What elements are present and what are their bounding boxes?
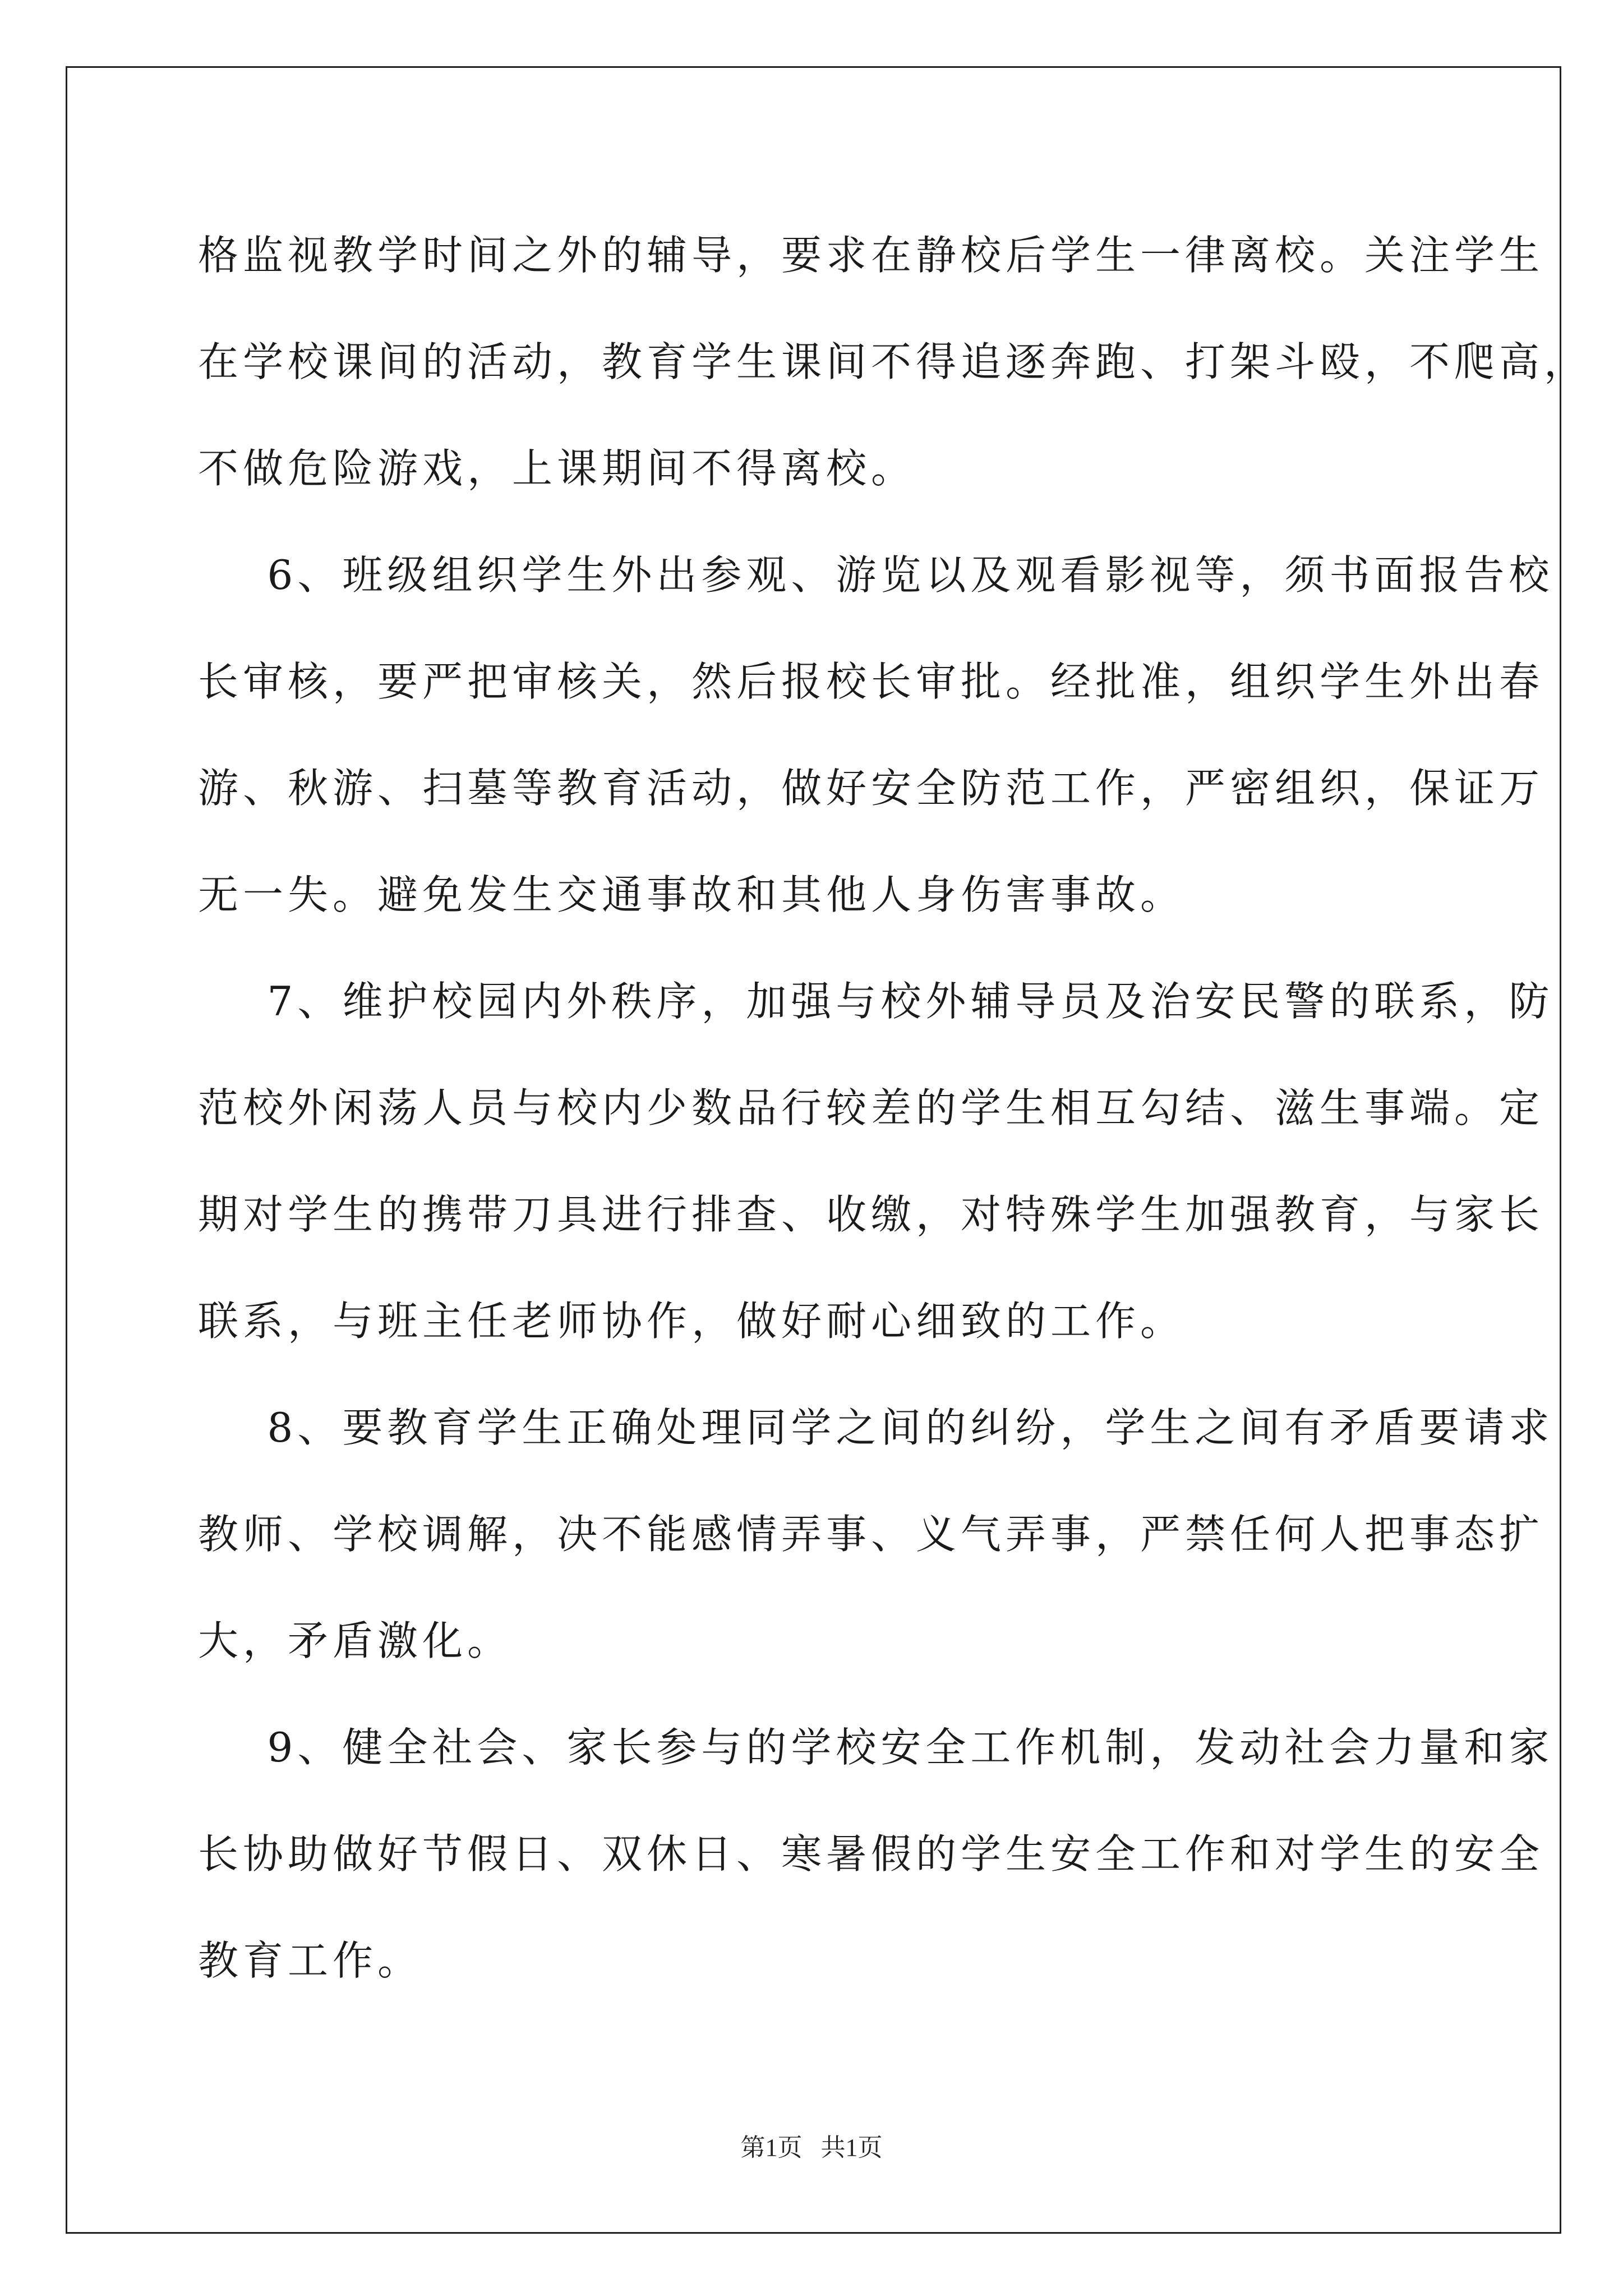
text-line: 大，矛盾激化。 xyxy=(198,1617,513,1664)
text-line: 无一失。避免发生交通事故和其他人身伤害事故。 xyxy=(198,871,1186,918)
document-body xyxy=(198,216,1589,2028)
text-line: 6、班级组织学生外出参观、游览以及观看影视等，须书面报告校 xyxy=(198,551,1554,599)
text-line: 9、健全社会、家长参与的学校安全工作机制，发动社会力量和家 xyxy=(198,1724,1554,1771)
page-number-footer: 第1页 共1页 xyxy=(740,2134,883,2161)
text-line: 教师、学校调解，决不能感情弄事、义气弄事，严禁任何人把事态扩 xyxy=(198,1511,1544,1558)
text-line: 7、维护校园内外秩序，加强与校外辅导员及治安民警的联系，防 xyxy=(198,978,1554,1025)
text-line: 范校外闲荡人员与校内少数品行较差的学生相互勾结、滋生事端。定 xyxy=(198,1084,1544,1131)
text-line: 8、要教育学生正确处理同学之间的纠纷，学生之间有矛盾要请求 xyxy=(198,1404,1554,1451)
text-line: 期对学生的携带刀具进行排查、收缴，对特殊学生加强教育，与家长 xyxy=(198,1191,1544,1238)
text-line: 教育工作。 xyxy=(198,1937,423,1984)
text-line: 联系，与班主任老师协作，做好耐心细致的工作。 xyxy=(198,1297,1186,1345)
text-line: 格监视教学时间之外的辅导，要求在静校后学生一律离校。关注学生 xyxy=(198,232,1544,279)
text-line: 长审核，要严把审核关，然后报校长审批。经批准，组织学生外出春 xyxy=(198,658,1544,705)
text-line: 长协助做好节假日、双休日、寒暑假的学生安全工作和对学生的安全 xyxy=(198,1830,1544,1878)
text-line: 游、秋游、扫墓等教育活动，做好安全防范工作，严密组织，保证万 xyxy=(198,765,1544,812)
text-line: 在学校课间的活动，教育学生课间不得追逐奔跑、打架斗殴，不爬高， xyxy=(198,338,1589,385)
text-line: 不做危险游戏，上课期间不得离校。 xyxy=(198,445,916,492)
